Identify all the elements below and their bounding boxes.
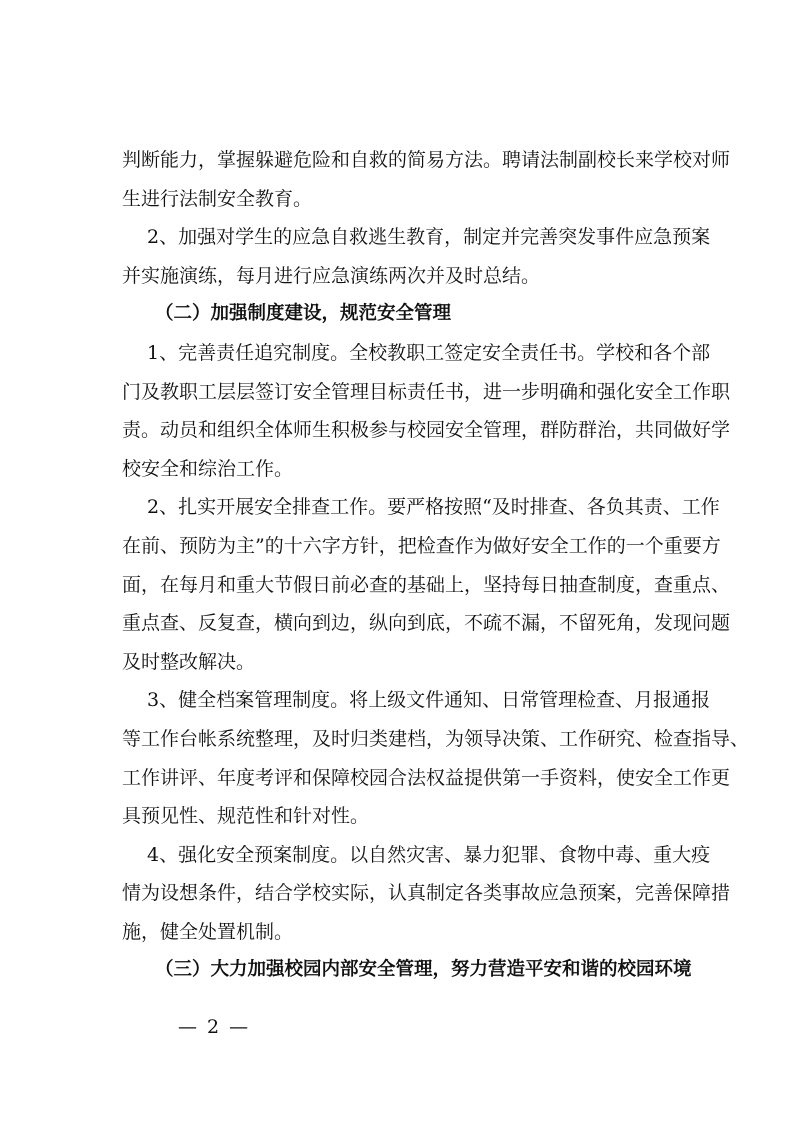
text-line: 及时整改解决。 <box>122 650 256 673</box>
paragraph-continuation <box>122 141 731 218</box>
text-line: 2、扎实开展安全排查工作。要严格按照“及时排查、各负其责、工作 <box>147 496 720 519</box>
text-line: 面，在每月和重大节假日前必查的基础上，坚持每日抽查制度，查重点、 <box>122 573 731 596</box>
text-line: 1、完善责任追究制度。全校教职工签定安全责任书。学校和各个部 <box>147 341 711 364</box>
text-line: 重点查、反复查，横向到边，纵向到底，不疏不漏，不留死角，发现问题 <box>122 612 731 635</box>
paragraph-contingency <box>122 836 731 952</box>
text-line: 判断能力，掌握躲避危险和自救的简易方法。聘请法制副校长来学校对师 <box>122 149 731 171</box>
text-line: 等工作台帐系统整理，及时归类建档，为领导决策、工作研究、检查指导、 <box>122 727 750 750</box>
paragraph-archives <box>122 681 750 835</box>
text-line: 生进行法制安全教育。 <box>122 187 313 210</box>
document-body <box>122 141 750 990</box>
paragraph-responsibility <box>122 334 731 488</box>
page-number: — 2 — <box>178 1016 251 1038</box>
text-line: 具预见性、规范性和针对性。 <box>122 805 370 828</box>
text-line: 门及教职工层层签订安全管理目标责任书，进一步明确和强化安全工作职 <box>122 380 731 403</box>
section-heading-3: （三）大力加强校园内部安全管理，努力营造平安和谐的校园环境 <box>155 959 692 981</box>
text-line: 并实施演练，每月进行应急演练两次并及时总结。 <box>122 264 541 287</box>
text-line: 校安全和综治工作。 <box>122 457 294 480</box>
paragraph-item-2-emergency <box>122 218 711 295</box>
text-line: 责。动员和组织全体师生积极参与校园安全管理，群防群治，共同做好学 <box>122 419 731 442</box>
paragraph-inspection <box>122 488 731 681</box>
text-line: 情为设想条件，结合学校实际，认真制定各类事故应急预案，完善保障措 <box>122 882 731 905</box>
text-line: 施，健全处置机制。 <box>122 920 294 943</box>
text-line: 在前、预防为主”的十六字方针，把检查作为做好安全工作的一个重要方 <box>122 534 721 557</box>
text-line: 2、加强对学生的应急自救逃生教育，制定并完善突发事件应急预案 <box>147 226 711 249</box>
section-heading-2: （二）加强制度建设，规范安全管理 <box>155 303 452 325</box>
text-line: 3、健全档案管理制度。将上级文件通知、日常管理检查、月报通报 <box>147 689 711 712</box>
text-line: 工作讲评、年度考评和保障校园合法权益提供第一手资料，使安全工作更 <box>122 766 731 789</box>
text-line: 4、强化安全预案制度。以自然灾害、暴力犯罪、食物中毒、重大疫 <box>147 843 711 866</box>
